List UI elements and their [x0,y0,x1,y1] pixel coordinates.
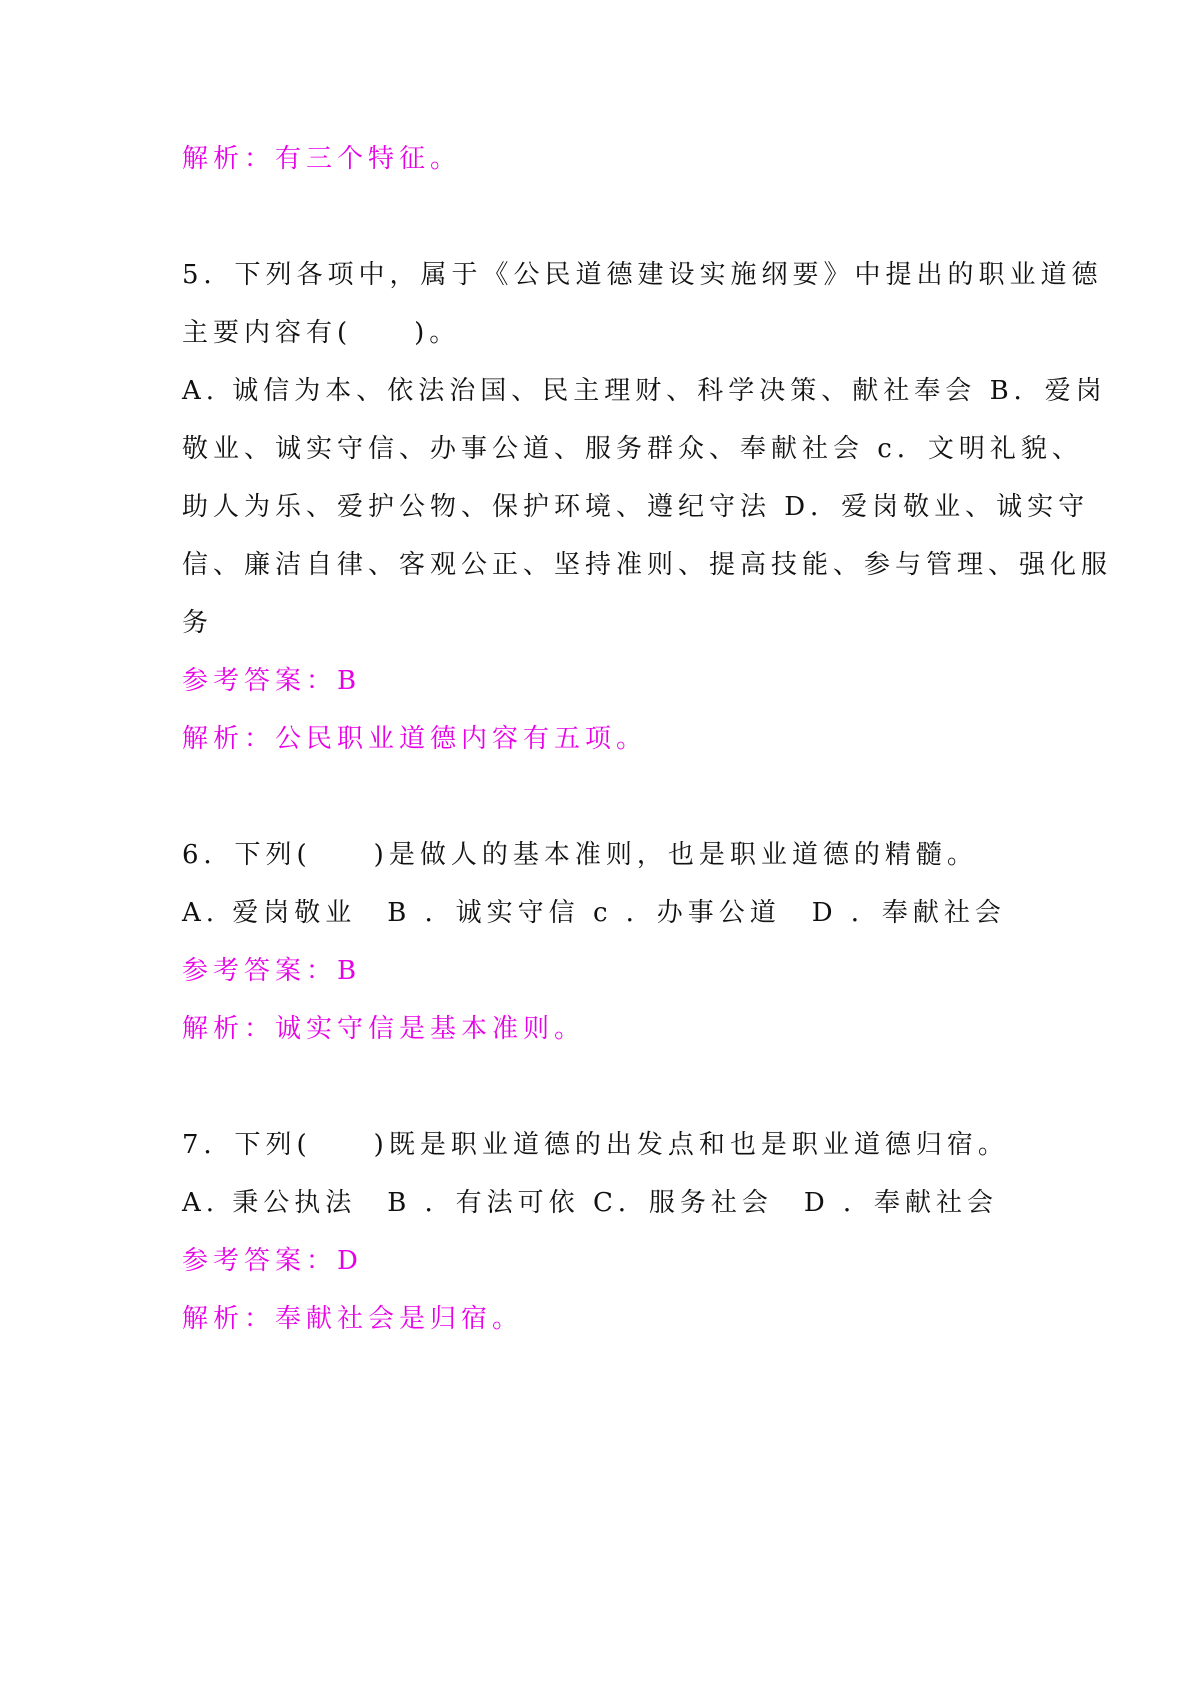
q5-stem-line-2: 主要内容有( )。 [182,318,461,348]
q5-option-line-4: 信、廉洁自律、客观公正、坚持准则、提高技能、参与管理、强化服 [182,550,1113,580]
q5-option-line-3: 助人为乐、爱护公物、保护环境、遵纪守法 D．爱岗敬业、诚实守 [182,492,1090,522]
q6-options: A. 爱岗敬业 B ．诚实守信 c ．办事公道 D ．奉献社会 [182,898,1006,928]
q5-option-line-1: A. 诚信为本、依法治国、民主理财、科学决策、献社奉会 B．爱岗 [182,376,1107,406]
q7-analysis: 解析：奉献社会是归宿。 [182,1304,524,1334]
q5-analysis: 解析：公民职业道德内容有五项。 [182,724,648,754]
prev-analysis: 解析：有三个特征。 [182,144,462,174]
q5-stem-line-1: 5．下列各项中，属于《公民道德建设实施纲要》中提出的职业道德 [182,260,1103,290]
q6-stem: 6．下列( )是做人的基本准则，也是职业道德的精髓。 [182,840,978,870]
q5-option-line-5: 务 [182,608,214,638]
q6-answer: 参考答案：B [182,956,362,986]
q7-answer: 参考答案：D [182,1246,363,1276]
q7-stem: 7．下列( )既是职业道德的出发点和也是职业道德归宿。 [182,1130,1009,1160]
q7-options: A. 秉公执法 B ．有法可依 C．服务社会 D ．奉献社会 [182,1188,998,1218]
q6-analysis: 解析：诚实守信是基本准则。 [182,1014,586,1044]
q5-answer: 参考答案：B [182,666,362,696]
q5-option-line-2: 敬业、诚实守信、办事公道、服务群众、奉献社会 c．文明礼貌、 [182,434,1083,464]
